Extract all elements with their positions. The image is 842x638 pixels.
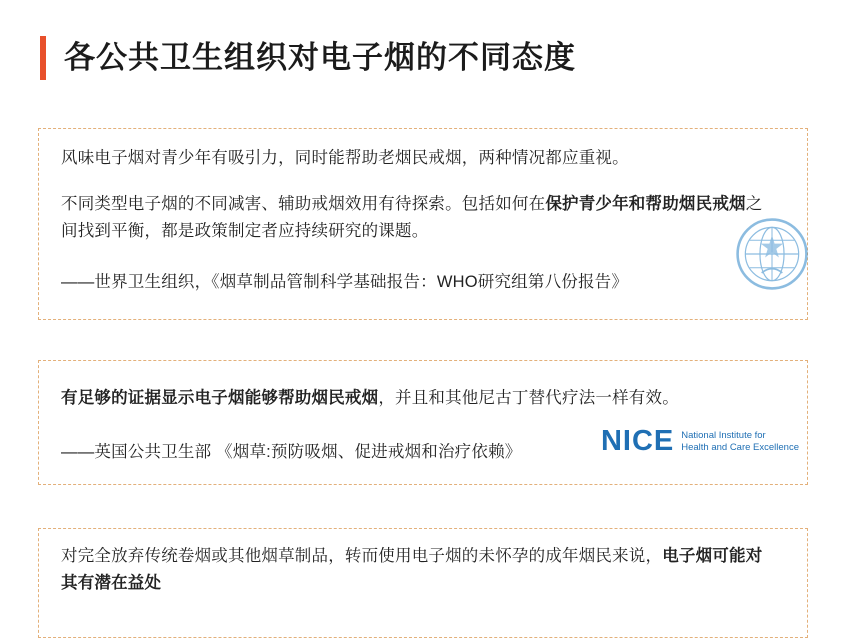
nice-logo-wordmark: NICE [600, 425, 675, 457]
title-accent-bar [40, 36, 46, 80]
quote-who-bold-1: 保护青少年和帮助 [545, 195, 679, 213]
quote-phe-source: ——英国公共卫生部 《烟草:预防吸烟、促进戒烟和治疗依赖》 [61, 443, 522, 461]
quote-phe-bold: 有足够的证据显示电子烟能够帮助烟民戒烟 [61, 389, 379, 407]
nice-logo [601, 427, 799, 456]
quote-who-line-3: 之间找到平衡，都是政策制定者应持续研究的课题。 [61, 195, 763, 241]
quote-phe-rest: ，并且和其他尼古丁替代疗法一样有效。 [378, 389, 679, 407]
quote-box-third [38, 528, 808, 638]
quote-who-line-2: 不同类型电子烟的不同减害、辅助戒烟效用有待探索。包括如何在 [61, 195, 546, 213]
who-emblem-icon [729, 211, 815, 297]
nice-logo-subtitle-line1: National Institute for [681, 429, 766, 441]
quote-third-bold-2: 子烟可能对其有潜在益处 [61, 547, 763, 593]
quote-third-line-1: 对完全放弃传统卷烟或其他烟草制品，转而使用电子烟的未怀孕的成年烟民来说， [61, 547, 663, 565]
nice-logo-subtitle-line2: Health and Care Excellence [681, 441, 799, 453]
quote-third-body [61, 543, 777, 597]
quote-box-phe [38, 360, 808, 485]
nice-logo-subtitle [681, 430, 799, 454]
page-title [40, 36, 576, 80]
quote-who-line-1: 风味电子烟对青少年有吸引力，同时能帮助老烟民戒烟，两种情况都应重视。 [61, 149, 629, 167]
quote-who-bold-2: 烟民戒烟 [678, 195, 746, 213]
quote-phe-body [61, 385, 785, 412]
quote-box-who [38, 128, 808, 320]
quote-third-bold-1: 电 [662, 547, 679, 565]
quote-who-source: ——世界卫生组织，《烟草制品管制科学基础报告：WHO研究组第八份报告》 [61, 273, 629, 291]
quote-who-body [61, 191, 779, 245]
page-title-text: 各公共卫生组织对电子烟的不同态度 [64, 39, 576, 75]
